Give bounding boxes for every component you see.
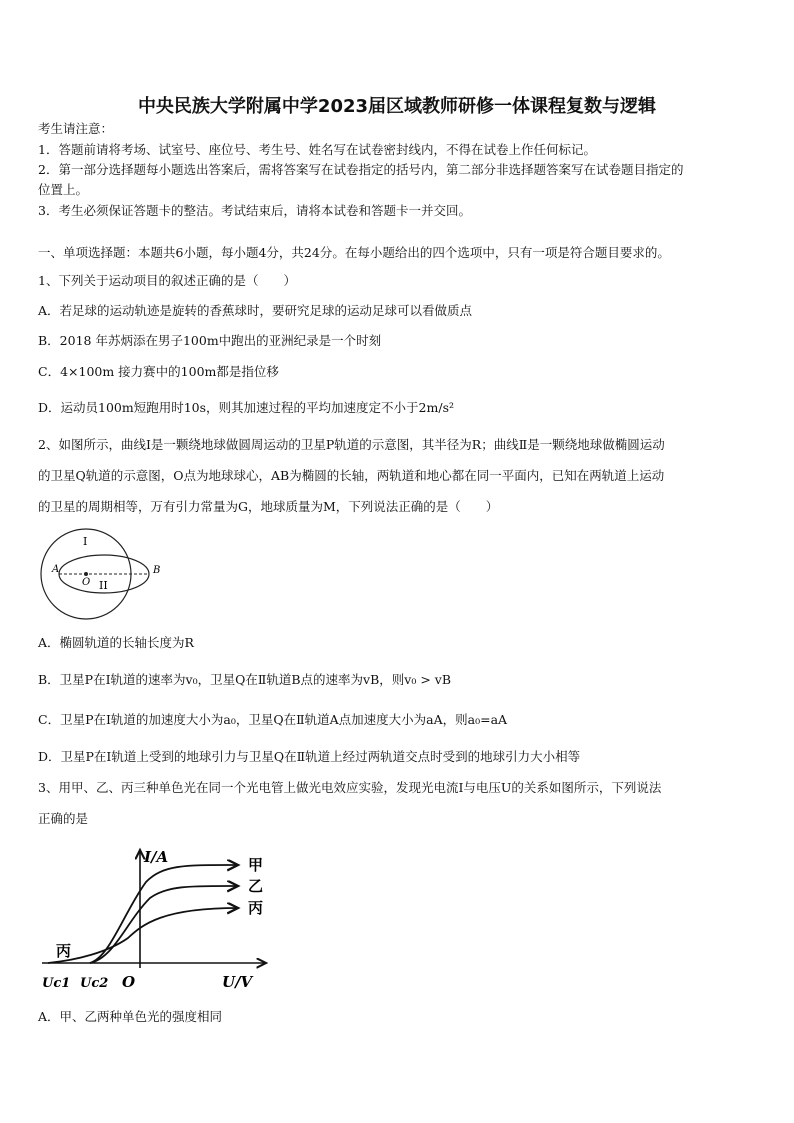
label-bing-right: 丙 — [248, 899, 264, 917]
label-yi: 乙 — [248, 877, 264, 895]
curve-bing — [48, 908, 238, 963]
q3-stem-line1: 3、用甲、乙、丙三种单色光在同一个光电管上做光电效应实验，发现光电流I与电压U的关系如图所示，下列说法 — [38, 780, 662, 795]
q2-option-b: B．卫星P在Ⅰ轨道的速率为v₀，卫星Q在Ⅱ轨道B点的速率为vB，则v₀ > vB — [38, 672, 452, 687]
q1-option-a: A．若足球的运动轨迹是旋转的香蕉球时，要研究足球的运动足球可以看做质点 — [38, 303, 473, 318]
iu-graph — [38, 842, 278, 997]
earth-center-dot — [84, 572, 88, 576]
q2-stem-line2: 的卫星Q轨道的示意图，O点为地球球心，AB为椭圆的长轴，两轨道和地心都在同一平面内，已知在两轨道上运动 — [38, 468, 665, 483]
q1-option-d: D．运动员100m短跑用时10s，则其加速过程的平均加速度定不小于2m/s² — [38, 400, 454, 415]
q3-option-a: A．甲、乙两种单色光的强度相同 — [38, 1009, 223, 1024]
q1-option-b: B．2018 年苏炳添在男子100m中跑出的亚洲纪录是一个时刻 — [38, 333, 382, 348]
uc1-label: Uc1 — [42, 976, 71, 991]
q2-stem-line3: 的卫星的周期相等，万有引力常量为G，地球质量为M，下列说法正确的是（ ） — [38, 499, 499, 514]
q2-stem-line1: 2、如图所示，曲线Ⅰ是一颗绕地球做圆周运动的卫星P轨道的示意图，其半径为R；曲线Ⅱ是一颗绕地球做椭圆运动 — [38, 437, 665, 452]
label-o: O — [82, 577, 91, 588]
curve-yi — [90, 886, 238, 963]
notice-item-1: 1．答题前请将考场、试室号、座位号、考生号、姓名写在试卷密封线内，不得在试卷上作任何标记。 — [38, 142, 596, 157]
label-ii: II — [99, 579, 108, 592]
uc2-label: Uc2 — [80, 976, 109, 991]
notice-heading: 考生请注意： — [38, 121, 114, 136]
label-jia: 甲 — [248, 856, 264, 874]
i-axis-label: I/A — [144, 848, 169, 866]
q1-option-c: C．4×100m 接力赛中的100m都是指位移 — [38, 364, 279, 379]
origin-label: O — [122, 973, 136, 991]
q2-option-d: D．卫星P在Ⅰ轨道上受到的地球引力与卫星Q在Ⅱ轨道上经过两轨道交点时受到的地球引力大小相等 — [38, 749, 581, 764]
label-i: I — [83, 535, 88, 548]
label-bing-left: 丙 — [56, 942, 72, 960]
label-b: B — [153, 565, 161, 576]
notice-item-2-cont: 位置上。 — [38, 182, 89, 197]
page-title: 中央民族大学附属中学2023届区域教师研修一体课程复数与逻辑 — [137, 96, 657, 117]
label-a: A — [52, 564, 60, 575]
section-heading: 一、单项选择题：本题共6小题，每小题4分，共24分。在每小题给出的四个选项中，只有一项是符合题目要求的。 — [38, 245, 670, 260]
q2-option-c: C．卫星P在Ⅰ轨道的加速度大小为a₀，卫星Q在Ⅱ轨道A点加速度大小为aA，则a₀=aA — [38, 712, 508, 727]
orbit-diagram — [38, 525, 173, 625]
q2-option-a: A．椭圆轨道的长轴长度为R — [38, 635, 194, 650]
q1-stem: 1、下列关于运动项目的叙述正确的是（ ） — [38, 273, 296, 288]
q3-stem-line2: 正确的是 — [38, 811, 89, 826]
u-axis-label: U/V — [222, 973, 253, 991]
notice-item-2: 2．第一部分选择题每小题选出答案后，需将答案写在试卷指定的括号内，第二部分非选择题答案写在试卷题目指定的 — [38, 162, 684, 177]
notice-item-3: 3．考生必须保证答题卡的整洁。考试结束后，请将本试卷和答题卡一并交回。 — [38, 203, 471, 218]
